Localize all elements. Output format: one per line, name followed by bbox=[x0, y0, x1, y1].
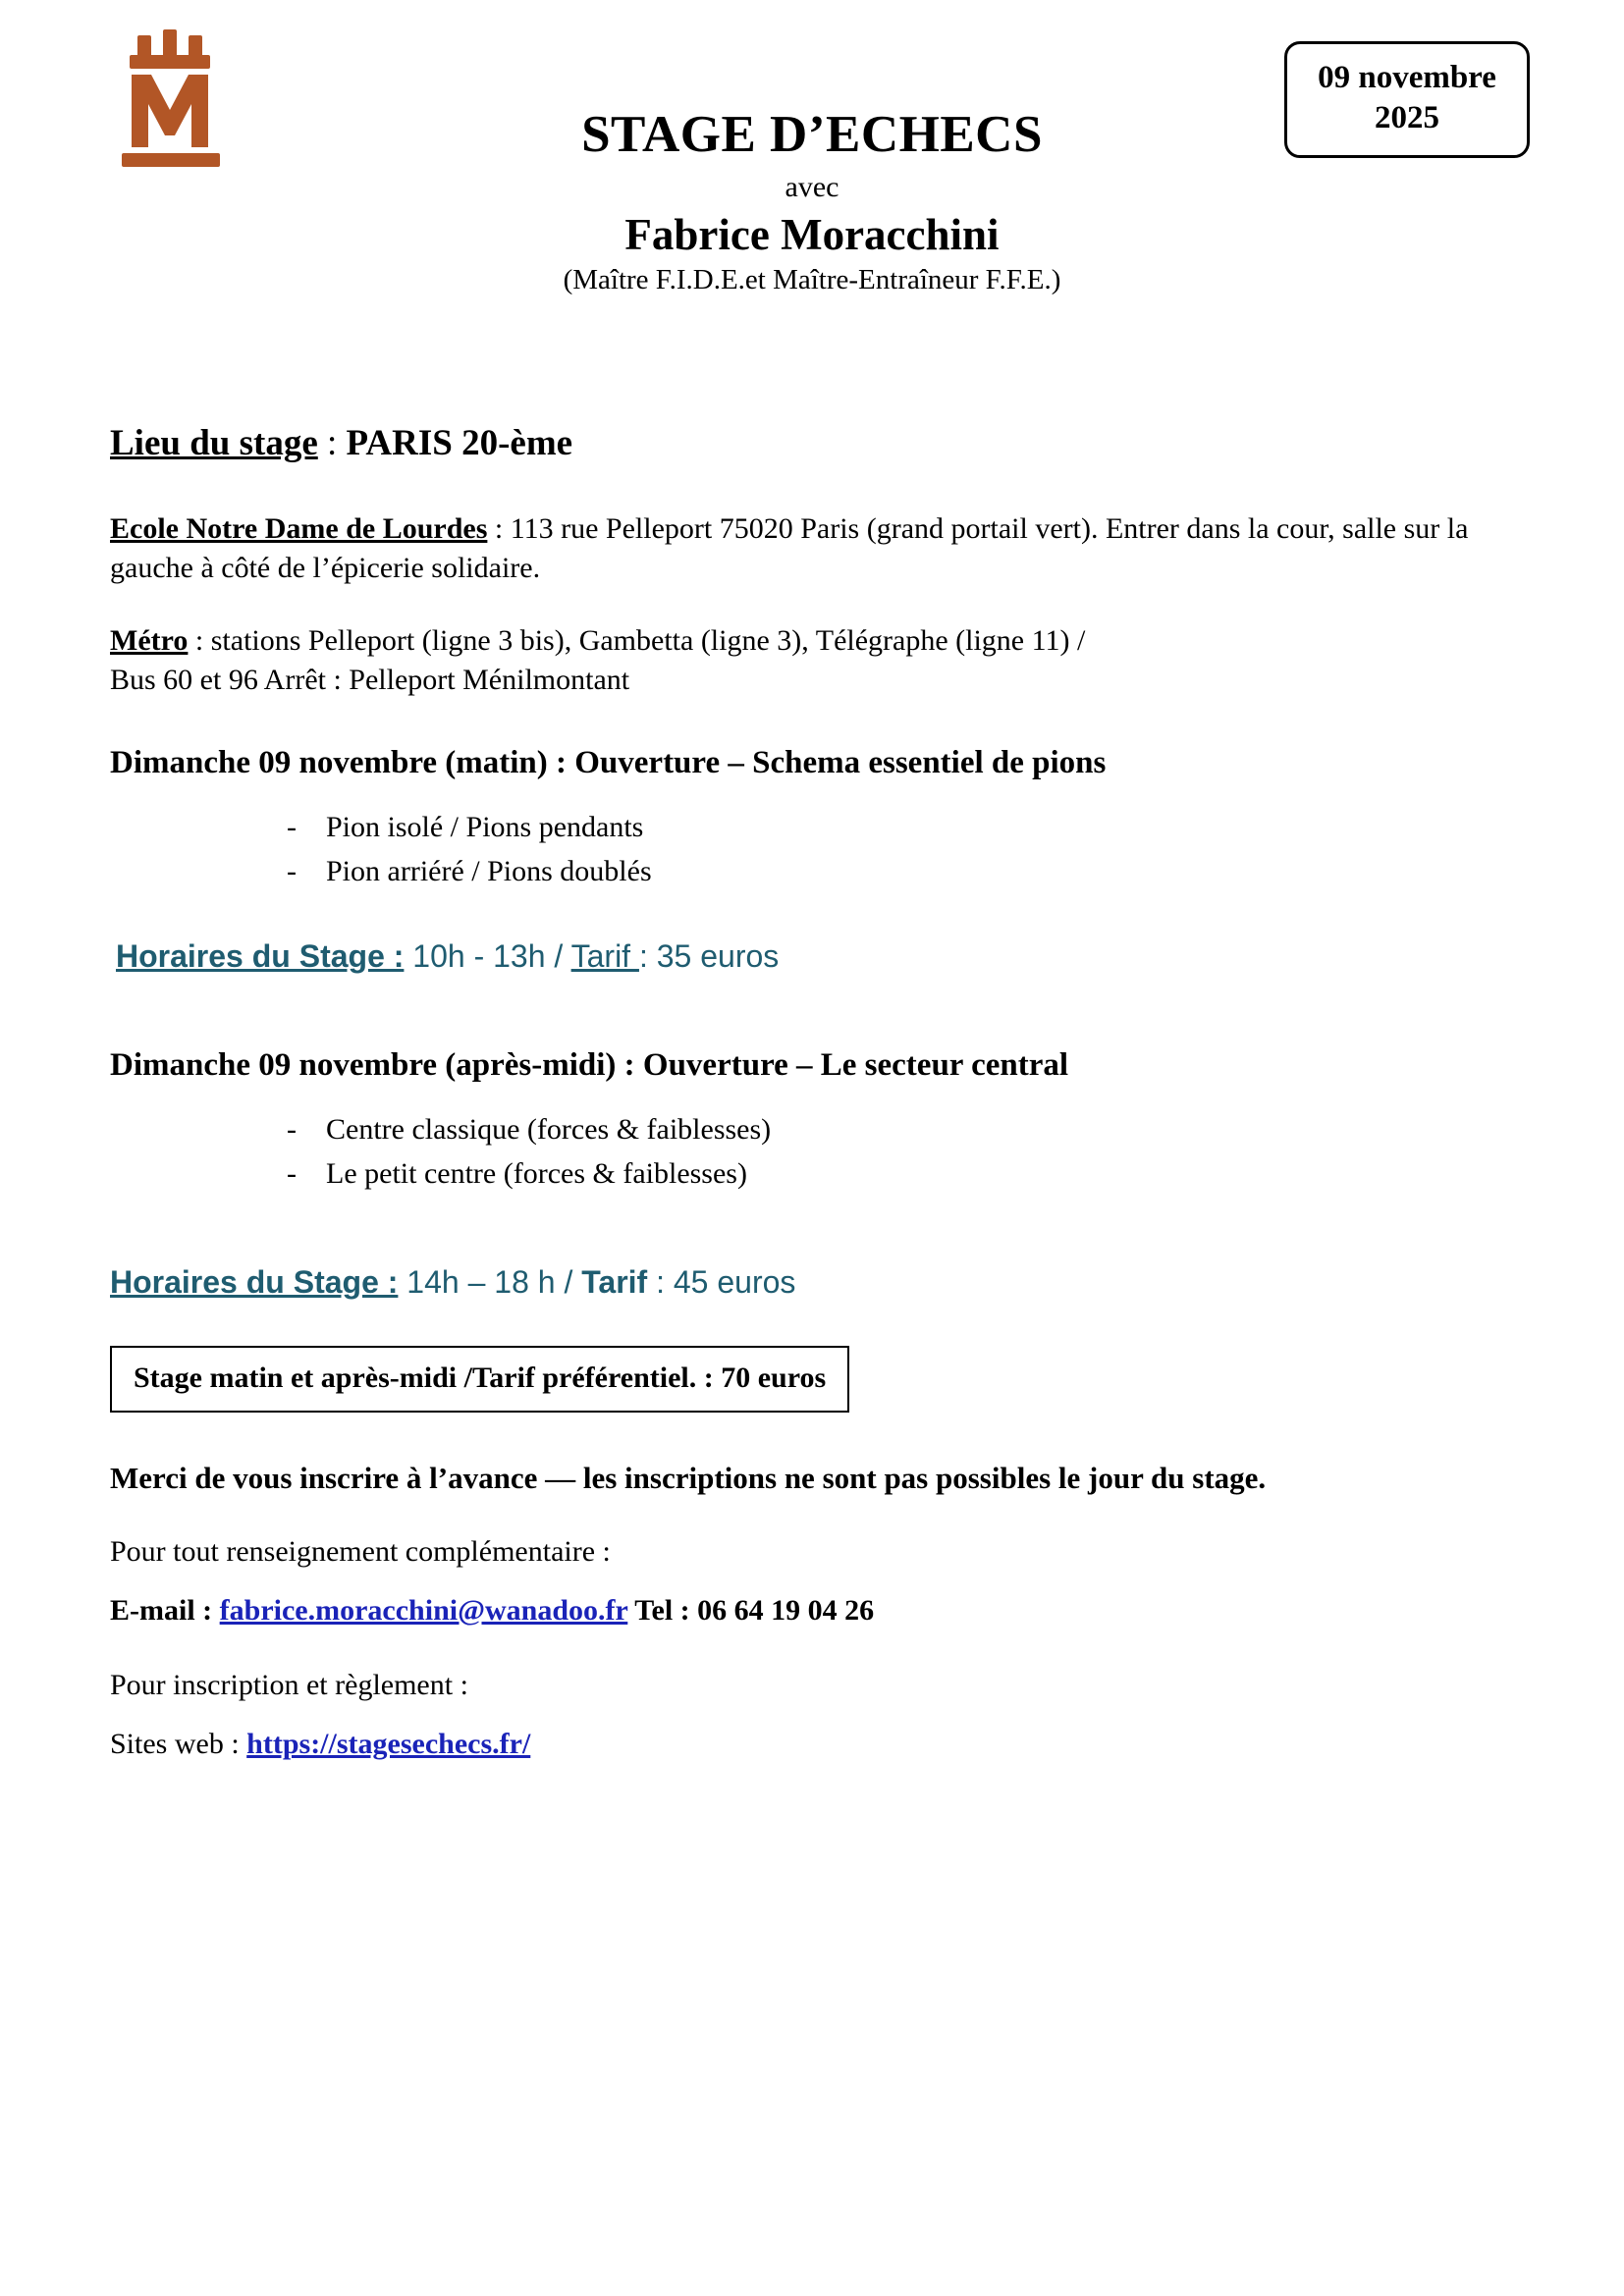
email-label: E-mail : bbox=[110, 1594, 220, 1628]
combo-offer-box: Stage matin et après-midi /Tarif préférentiel. : 70 euros bbox=[110, 1346, 849, 1413]
venue-value: PARIS 20-ème bbox=[346, 423, 573, 463]
page-title: STAGE D’ECHECS bbox=[581, 106, 1043, 163]
school-address bbox=[110, 509, 1530, 588]
metro-text: : stations Pelleport (ligne 3 bis), Gambetta (ligne 3), Télégraphe (ligne 11) / bbox=[188, 623, 1086, 657]
session-title-afternoon: Dimanche 09 novembre (après-midi) : Ouverture – Le secteur central bbox=[110, 1046, 1069, 1083]
website-link[interactable]: https://stagesechecs.fr/ bbox=[246, 1728, 531, 1761]
date-line-2: 2025 bbox=[1375, 100, 1439, 136]
email-link[interactable]: fabrice.moracchini@wanadoo.fr bbox=[219, 1594, 628, 1628]
contact-intro: Pour tout renseignement complémentaire : bbox=[110, 1535, 611, 1569]
avec-label: avec bbox=[785, 170, 839, 203]
transport-info bbox=[110, 621, 1530, 700]
tarif-label-morning: Tarif bbox=[570, 937, 639, 974]
session-topics-morning bbox=[110, 805, 1530, 893]
document-body bbox=[110, 422, 1530, 1765]
list-item: - Le petit centre (forces & faiblesses) bbox=[287, 1151, 1530, 1196]
venue-separator: : bbox=[317, 423, 347, 463]
venue-label: Lieu du stage bbox=[110, 423, 318, 463]
date-badge bbox=[1284, 41, 1530, 158]
school-text: : 113 rue Pelleport 75020 Paris (grand portail vert). Entrer dans la cour, salle sur la gauche à côté de l’épicerie solidaire. bbox=[110, 512, 1469, 584]
schedule-value-morning: 10h - 13h / bbox=[412, 937, 564, 974]
website-label: Sites web : bbox=[110, 1728, 247, 1761]
phone-number: Tel : 06 64 19 04 26 bbox=[627, 1594, 875, 1628]
registration-notice: Merci de vous inscrire à l’avance — les inscriptions ne sont pas possibles le jour du stage. bbox=[110, 1460, 1267, 1495]
website-line bbox=[110, 1724, 1530, 1765]
tarif-value-morning: : 35 euros bbox=[638, 937, 780, 974]
registration-intro: Pour inscription et règlement : bbox=[110, 1669, 468, 1702]
presenter-name: Fabrice Moracchini bbox=[624, 209, 1000, 259]
document-header bbox=[0, 0, 1624, 296]
session-title-morning: Dimanche 09 novembre (matin) : Ouverture – Schema essentiel de pions bbox=[110, 744, 1107, 780]
list-item: - Pion isolé / Pions pendants bbox=[287, 805, 1530, 849]
schedule-label-afternoon: Horaires du Stage : bbox=[110, 1263, 399, 1300]
venue-heading bbox=[110, 422, 1530, 464]
session-topics-afternoon bbox=[110, 1107, 1530, 1196]
tarif-value-afternoon: : 45 euros bbox=[656, 1263, 796, 1300]
email-line bbox=[110, 1590, 1530, 1631]
schedule-value-afternoon: 14h – 18 h / bbox=[406, 1263, 573, 1300]
metro-label: Métro bbox=[110, 623, 189, 657]
school-label: Ecole Notre Dame de Lourdes bbox=[110, 512, 488, 545]
schedule-label-morning: Horaires du Stage : bbox=[116, 937, 405, 974]
list-item: - Pion arriéré / Pions doublés bbox=[287, 849, 1530, 893]
tarif-label-afternoon: Tarif bbox=[581, 1263, 648, 1300]
schedule-morning bbox=[116, 938, 1530, 975]
presenter-credentials: (Maître F.I.D.E.et Maître-Entraîneur F.F.E.) bbox=[563, 264, 1061, 296]
schedule-afternoon bbox=[110, 1264, 1530, 1301]
list-item: - Centre classique (forces & faiblesses) bbox=[287, 1107, 1530, 1151]
bus-text: Bus 60 et 96 Arrêt : Pelleport Ménilmontant bbox=[110, 663, 630, 696]
date-line-1: 09 novembre bbox=[1318, 60, 1496, 95]
